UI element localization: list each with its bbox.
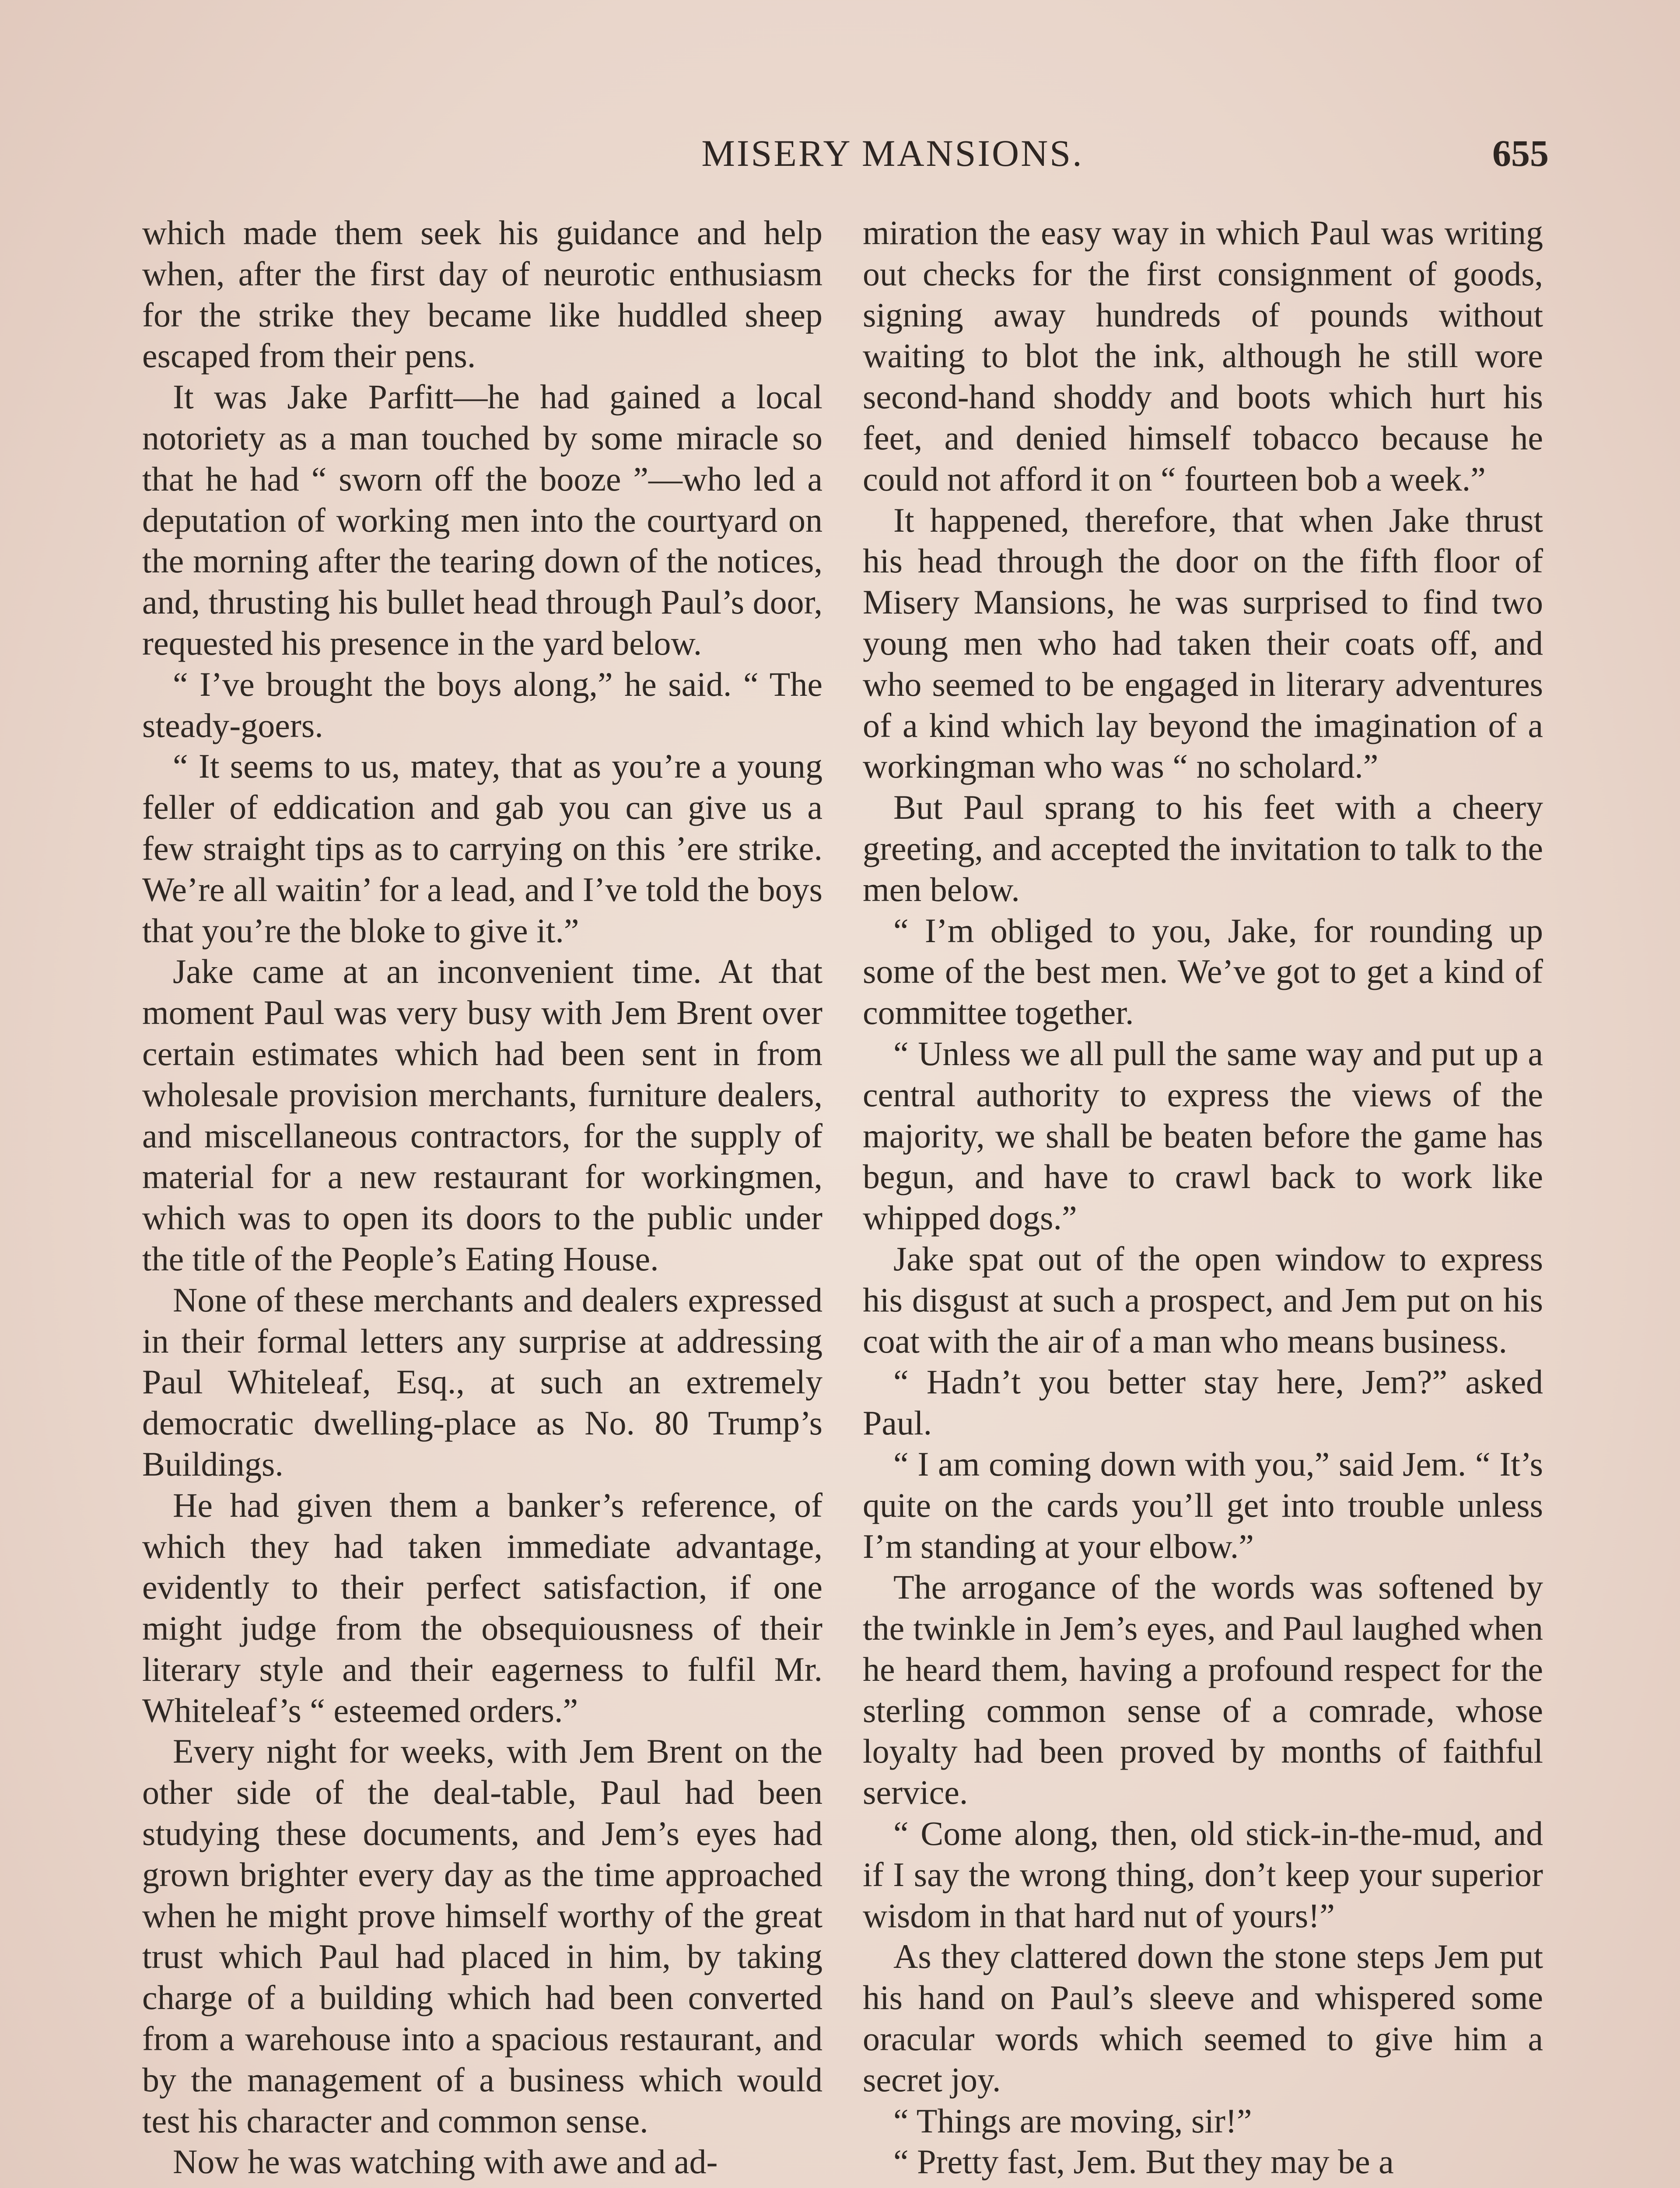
paragraph: But Paul sprang to his feet with a cheery greeting, and accepted the invitation to talk to the men below. xyxy=(863,788,1543,908)
paragraph: Jake spat out of the open window to express his disgust at such a prospect, and Jem put on his coat with the air of a man who means business. xyxy=(863,1239,1543,1360)
paragraph: “ Unless we all pull the same way and put up a central authority to express the views of the majority, we shall be beaten before the game has begun, and have to crawl back to work like whipped dogs.” xyxy=(863,1034,1543,1237)
paragraph: “ I am coming down with you,” said Jem. “ It’s quite on the cards you’ll get into trouble unless I’m standing at your elbow.” xyxy=(863,1445,1543,1565)
paragraph: “ I’ve brought the boys along,” he said. “ The steady-goers. xyxy=(142,665,822,744)
right-text-column xyxy=(863,212,1543,2182)
paragraph: “ Hadn’t you better stay here, Jem?” asked Paul. xyxy=(863,1363,1543,1442)
paragraph: None of these merchants and dealers expressed in their formal letters any surprise at addressing Paul Whiteleaf, Esq., at such an extremely democratic dwelling-place as No. 80 Trump’s Buildings. xyxy=(142,1280,822,1483)
paragraph: which made them seek his guidance and help when, after the first day of neurotic enthusiasm for the strike they became like huddled sheep escaped from their pens. xyxy=(142,214,822,375)
paragraph: Every night for weeks, with Jem Brent on the other side of the deal-table, Paul had been studying these documents, and Jem’s eyes had grown brighter every day as the time approached when he might prove himself worthy of the great trust which Paul had placed in him, by taking charge of a building which had been converted from a warehouse into a spacious restaurant, and by the management of a business which would test his character and common sense. xyxy=(142,1732,822,2140)
left-text-column xyxy=(142,212,822,2182)
paragraph: “ Come along, then, old stick-in-the-mud, and if I say the wrong thing, don’t keep your superior wisdom in that hard nut of yours!” xyxy=(863,1814,1543,1935)
running-header-title: MISERY MANSIONS. xyxy=(701,132,1084,174)
paragraph: “ I’m obliged to you, Jake, for rounding up some of the best men. We’ve got to get a kind of committee together. xyxy=(863,911,1543,1032)
paragraph: The arrogance of the words was softened by the twinkle in Jem’s eyes, and Paul laughed when he heard them, having a profound respect for the sterling common sense of a comrade, whose loyalty had been proved by months of faithful service. xyxy=(863,1568,1543,1812)
paragraph: miration the easy way in which Paul was writing out checks for the first consignment of goods, signing away hundreds of pounds without waiting to blot the ink, although he still wore second-hand shoddy and boots which hurt his feet, and denied himself tobacco because he could not afford it on “ fourteen bob a week.” xyxy=(863,214,1543,498)
paragraph: As they clattered down the stone steps Jem put his hand on Paul’s sleeve and whispered some oracular words which seemed to give him a secret joy. xyxy=(863,1937,1543,2099)
paragraph: It was Jake Parfitt—he had gained a local notoriety as a man touched by some miracle so that he had “ sworn off the booze ”—who led a deputation of working men into the courtyard on the morning after the tearing down of the notices, and, thrusting his bullet head through Paul’s door, requested his presence in the yard below. xyxy=(142,378,822,662)
paragraph: Jake came at an inconvenient time. At that moment Paul was very busy with Jem Brent over certain estimates which had been sent in from wholesale provision merchants, furniture dealers, and miscellaneous contractors, for the supply of material for a new restaurant for workingmen, which was to open its doors to the public under the title of the People’s Eating House. xyxy=(142,952,822,1278)
paragraph: Now he was watching with awe and ad- xyxy=(173,2142,718,2181)
paragraph: “ It seems to us, matey, that as you’re a young feller of eddication and gab you can give us a few straight tips as to carrying on this ’ere strike. We’re all waitin’ for a lead, and I’ve told the boys that you’re the bloke to give it.” xyxy=(142,747,822,950)
paragraph: He had given them a banker’s reference, of which they had taken immediate advantage, evidently to their perfect satisfaction, if one might judge from the obsequiousness of their literary style and their eagerness to fulfil Mr. Whiteleaf’s “ esteemed orders.” xyxy=(142,1486,822,1729)
paragraph: “ Pretty fast, Jem. But they may be a xyxy=(893,2142,1394,2181)
paragraph: It happened, therefore, that when Jake thrust his head through the door on the fifth floor of Misery Mansions, he was surprised to find two young men who had taken their coats off, and who seemed to be engaged in literary adventures of a kind which lay beyond the imagination of a workingman who was “ no scholard.” xyxy=(863,501,1543,785)
page-number: 655 xyxy=(1492,132,1549,174)
paragraph: “ Things are moving, sir!” xyxy=(893,2101,1252,2140)
